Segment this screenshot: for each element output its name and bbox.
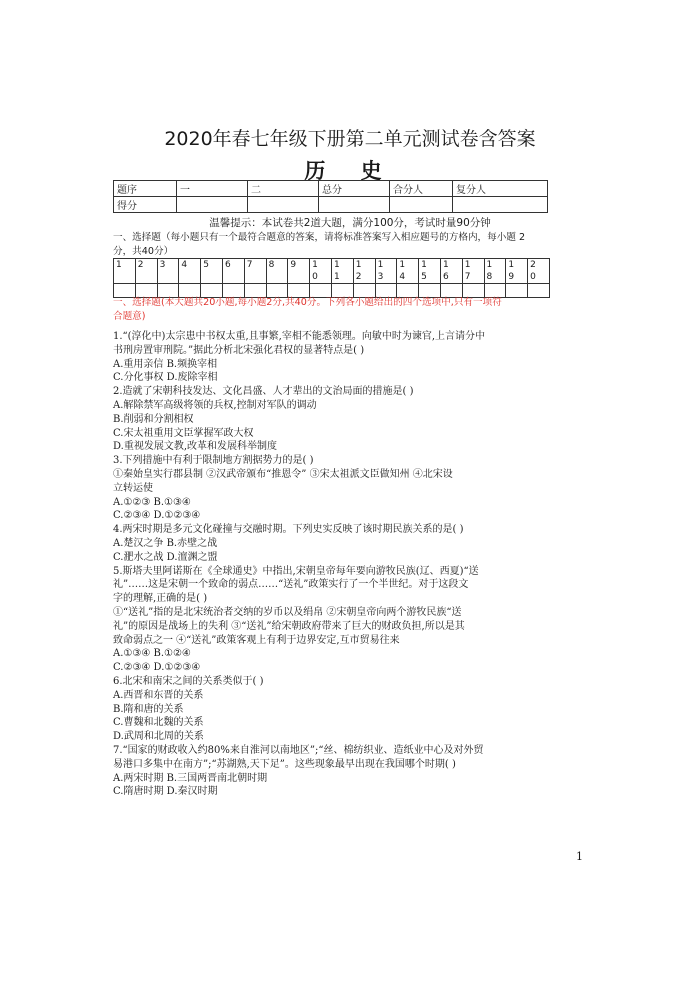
answer-number-digit: 8 [268,260,275,270]
answer-number-cell [506,259,528,284]
question-line: A.楚汉之争 B.赤壁之战 [113,537,218,549]
score-row-label: 得分 [114,197,177,213]
answer-number-digit: 1 [355,260,362,270]
answer-number-cell [179,259,201,284]
answer-grid [113,258,550,298]
answer-number-digit: 1 [508,260,515,270]
answer-number-digit: 0 [312,272,318,282]
answer-number-digit: 1 [333,272,340,282]
answer-number-digit: 4 [181,260,188,270]
subject-title: 历 史 [304,159,396,183]
question-line: 6.北宋和南宋之间的关系类似于( ) [113,675,264,687]
answer-number-digit: 8 [486,272,493,282]
answer-number-digit: 6 [442,272,449,282]
answer-number-cell [244,259,266,284]
score-cell [390,197,453,213]
question-line: C.分化事权 D.废除宰相 [113,372,218,384]
question-line: D.武周和北周的关系 [113,731,204,743]
question-line: 礼”的原因是战场上的失利 ③“送礼”给宋朝政府带来了巨大的财政负担,所以是其 [113,620,465,632]
answer-number-cell [419,259,441,284]
score-header-cell: 题序 [114,181,177,197]
answer-number-cell [288,259,310,284]
score-header-cell: 复分人 [453,181,548,197]
answer-number-digit: 7 [464,272,471,282]
question-line: C.曹魏和北魏的关系 [113,717,204,729]
question-line: 1.“(淳化中)太宗患中书权太重,且事繁,宰相不能悉领理。向敏中时为谏官,上言请分中 [113,331,485,342]
question-line: 3.下列措施中有利于限制地方割据势力的是( ) [113,455,314,467]
question-line: C.②③④ D.①②③④ [113,662,201,674]
question-line: ①秦始皇实行郡县制 ②汉武帝颁布“推恩令” ③宋太祖派文臣做知州 ④北宋设 [113,468,453,480]
exam-notice: 温馨提示：本试卷共2道大题，满分100分，考试时量90分钟 [209,217,491,229]
score-cell [177,197,248,213]
exam-title: 2020年春七年级下册第二单元测试卷含答案 [164,128,536,150]
answer-number-row [114,259,550,284]
answer-number-digit: 3 [377,272,384,282]
question-line: C.②③④ D.①②③④ [113,510,201,522]
answer-number-cell [397,259,419,284]
answer-number-digit: 2 [355,272,362,282]
score-header-cell: 总分 [319,181,390,197]
red-header-line: 合题意) [113,311,146,322]
answer-number-cell [201,259,223,284]
answer-number-digit: 2 [137,260,144,270]
question-line: 礼”……这是宋朝一个致命的弱点……“送礼”政策实行了一个半世纪。对于这段文 [113,579,469,591]
score-header-cell: 一 [177,181,248,197]
answer-number-cell [353,259,375,284]
answer-number-digit: 7 [246,260,253,270]
answer-number-cell [114,259,136,284]
score-table-score-row [114,197,548,213]
score-cell [453,197,548,213]
red-header-line: 一、选择题(本大题共20小题,每小题2分,共40分。下列各小题给出的四个选项中,只有一项符 [113,297,502,308]
answer-number-digit: 2 [530,260,536,270]
answer-number-digit: 9 [290,260,297,270]
page-number: 1 [576,850,583,863]
answer-number-digit: 0 [530,272,536,282]
question-line: A.解除禁军高级将领的兵权,控制对军队的调动 [113,399,317,411]
question-line: 7.“国家的财政收入约80%来自淮河以南地区”;“丝、棉纺织业、造纸业中心及对外贸 [113,744,484,756]
question-line: 2.造就了宋朝科技发达、文化昌盛、人才辈出的文治局面的措施是( ) [113,386,414,398]
question-line: B.削弱和分割相权 [113,413,194,425]
answer-number-digit: 1 [421,260,427,270]
question-line: 4.两宋时期是多元文化碰撞与交融时期。下列史实反映了该时期民族关系的是( ) [113,524,464,536]
answer-number-digit: 5 [421,272,427,282]
score-header-cell: 合分人 [390,181,453,197]
answer-number-cell [528,259,550,284]
answer-number-cell [310,259,332,284]
answer-number-cell [462,259,484,284]
question-line: D.重视发展文教,改革和发展科举制度 [113,441,278,453]
question-line: ①“送礼”指的是北宋统治者交纳的岁币以及绢帛 ②宋朝皇帝向两个游牧民族“送 [113,606,462,618]
question-line: A.重用亲信 B.频换宰相 [113,358,218,370]
answer-number-digit: 1 [377,260,384,270]
answer-number-cell [157,259,179,284]
section-header-line: 分，共40分） [113,246,174,257]
answer-number-digit: 1 [116,260,122,270]
question-line: A.①②③ B.①③④ [113,496,191,508]
question-line: A.两宋时期 B.三国两晋南北朝时期 [113,772,268,784]
answer-number-digit: 3 [159,260,166,270]
question-line: C.隋唐时期 D.秦汉时期 [113,786,218,798]
question-line: A.①③④ B.①②④ [113,648,191,660]
answer-number-digit: 1 [442,260,449,270]
question-line: 5.斯塔夫里阿诺斯在《全球通史》中指出,宋朝皇帝每年要向游牧民族(辽、西夏)“送 [113,565,479,577]
answer-number-digit: 1 [333,260,340,270]
question-line: C.宋太祖重用文臣掌握军政大权 [113,427,254,439]
answer-number-cell [331,259,353,284]
score-table-header-row [114,181,548,197]
answer-number-cell [266,259,288,284]
section-header-line: 一、选择题（每小题只有一个最符合题意的答案，请将标准答案写入相应题号的方格内，每小题 2 [113,232,526,243]
question-line: 易港口多集中在南方”;“苏湖熟,天下足”。这些现象最早出现在我国哪个时期( ) [113,758,456,770]
section-header [113,231,553,259]
answer-number-cell [222,259,244,284]
score-header-cell: 二 [248,181,319,197]
question-line: 致命弱点之一 ④“送礼”政策客观上有利于边界安定,互市贸易往来 [113,634,400,646]
answer-number-digit: 5 [203,260,209,270]
answer-number-cell [440,259,462,284]
answer-number-digit: 4 [399,272,406,282]
answer-number-digit: 1 [464,260,471,270]
question-line: C.淝水之战 D.澶渊之盟 [113,551,218,563]
answer-number-digit: 1 [312,260,318,270]
answer-number-digit: 1 [399,260,406,270]
question-line: 书刑房置审刑院。”据此分析北宋强化君权的显著特点是( ) [113,344,365,356]
question-line: 立转运使 [113,482,153,494]
red-section-header [113,296,553,324]
question-list [113,330,575,799]
question-line: A.西晋和东晋的关系 [113,689,204,701]
question-line: B.隋和唐的关系 [113,703,184,715]
answer-number-digit: 1 [486,260,493,270]
answer-number-digit: 9 [508,272,515,282]
score-cell [248,197,319,213]
score-table [113,180,548,213]
score-cell [319,197,390,213]
answer-number-digit: 6 [224,260,231,270]
answer-number-cell [135,259,157,284]
question-line: 字的理解,正确的是( ) [113,593,208,605]
answer-number-cell [375,259,397,284]
answer-number-cell [484,259,506,284]
